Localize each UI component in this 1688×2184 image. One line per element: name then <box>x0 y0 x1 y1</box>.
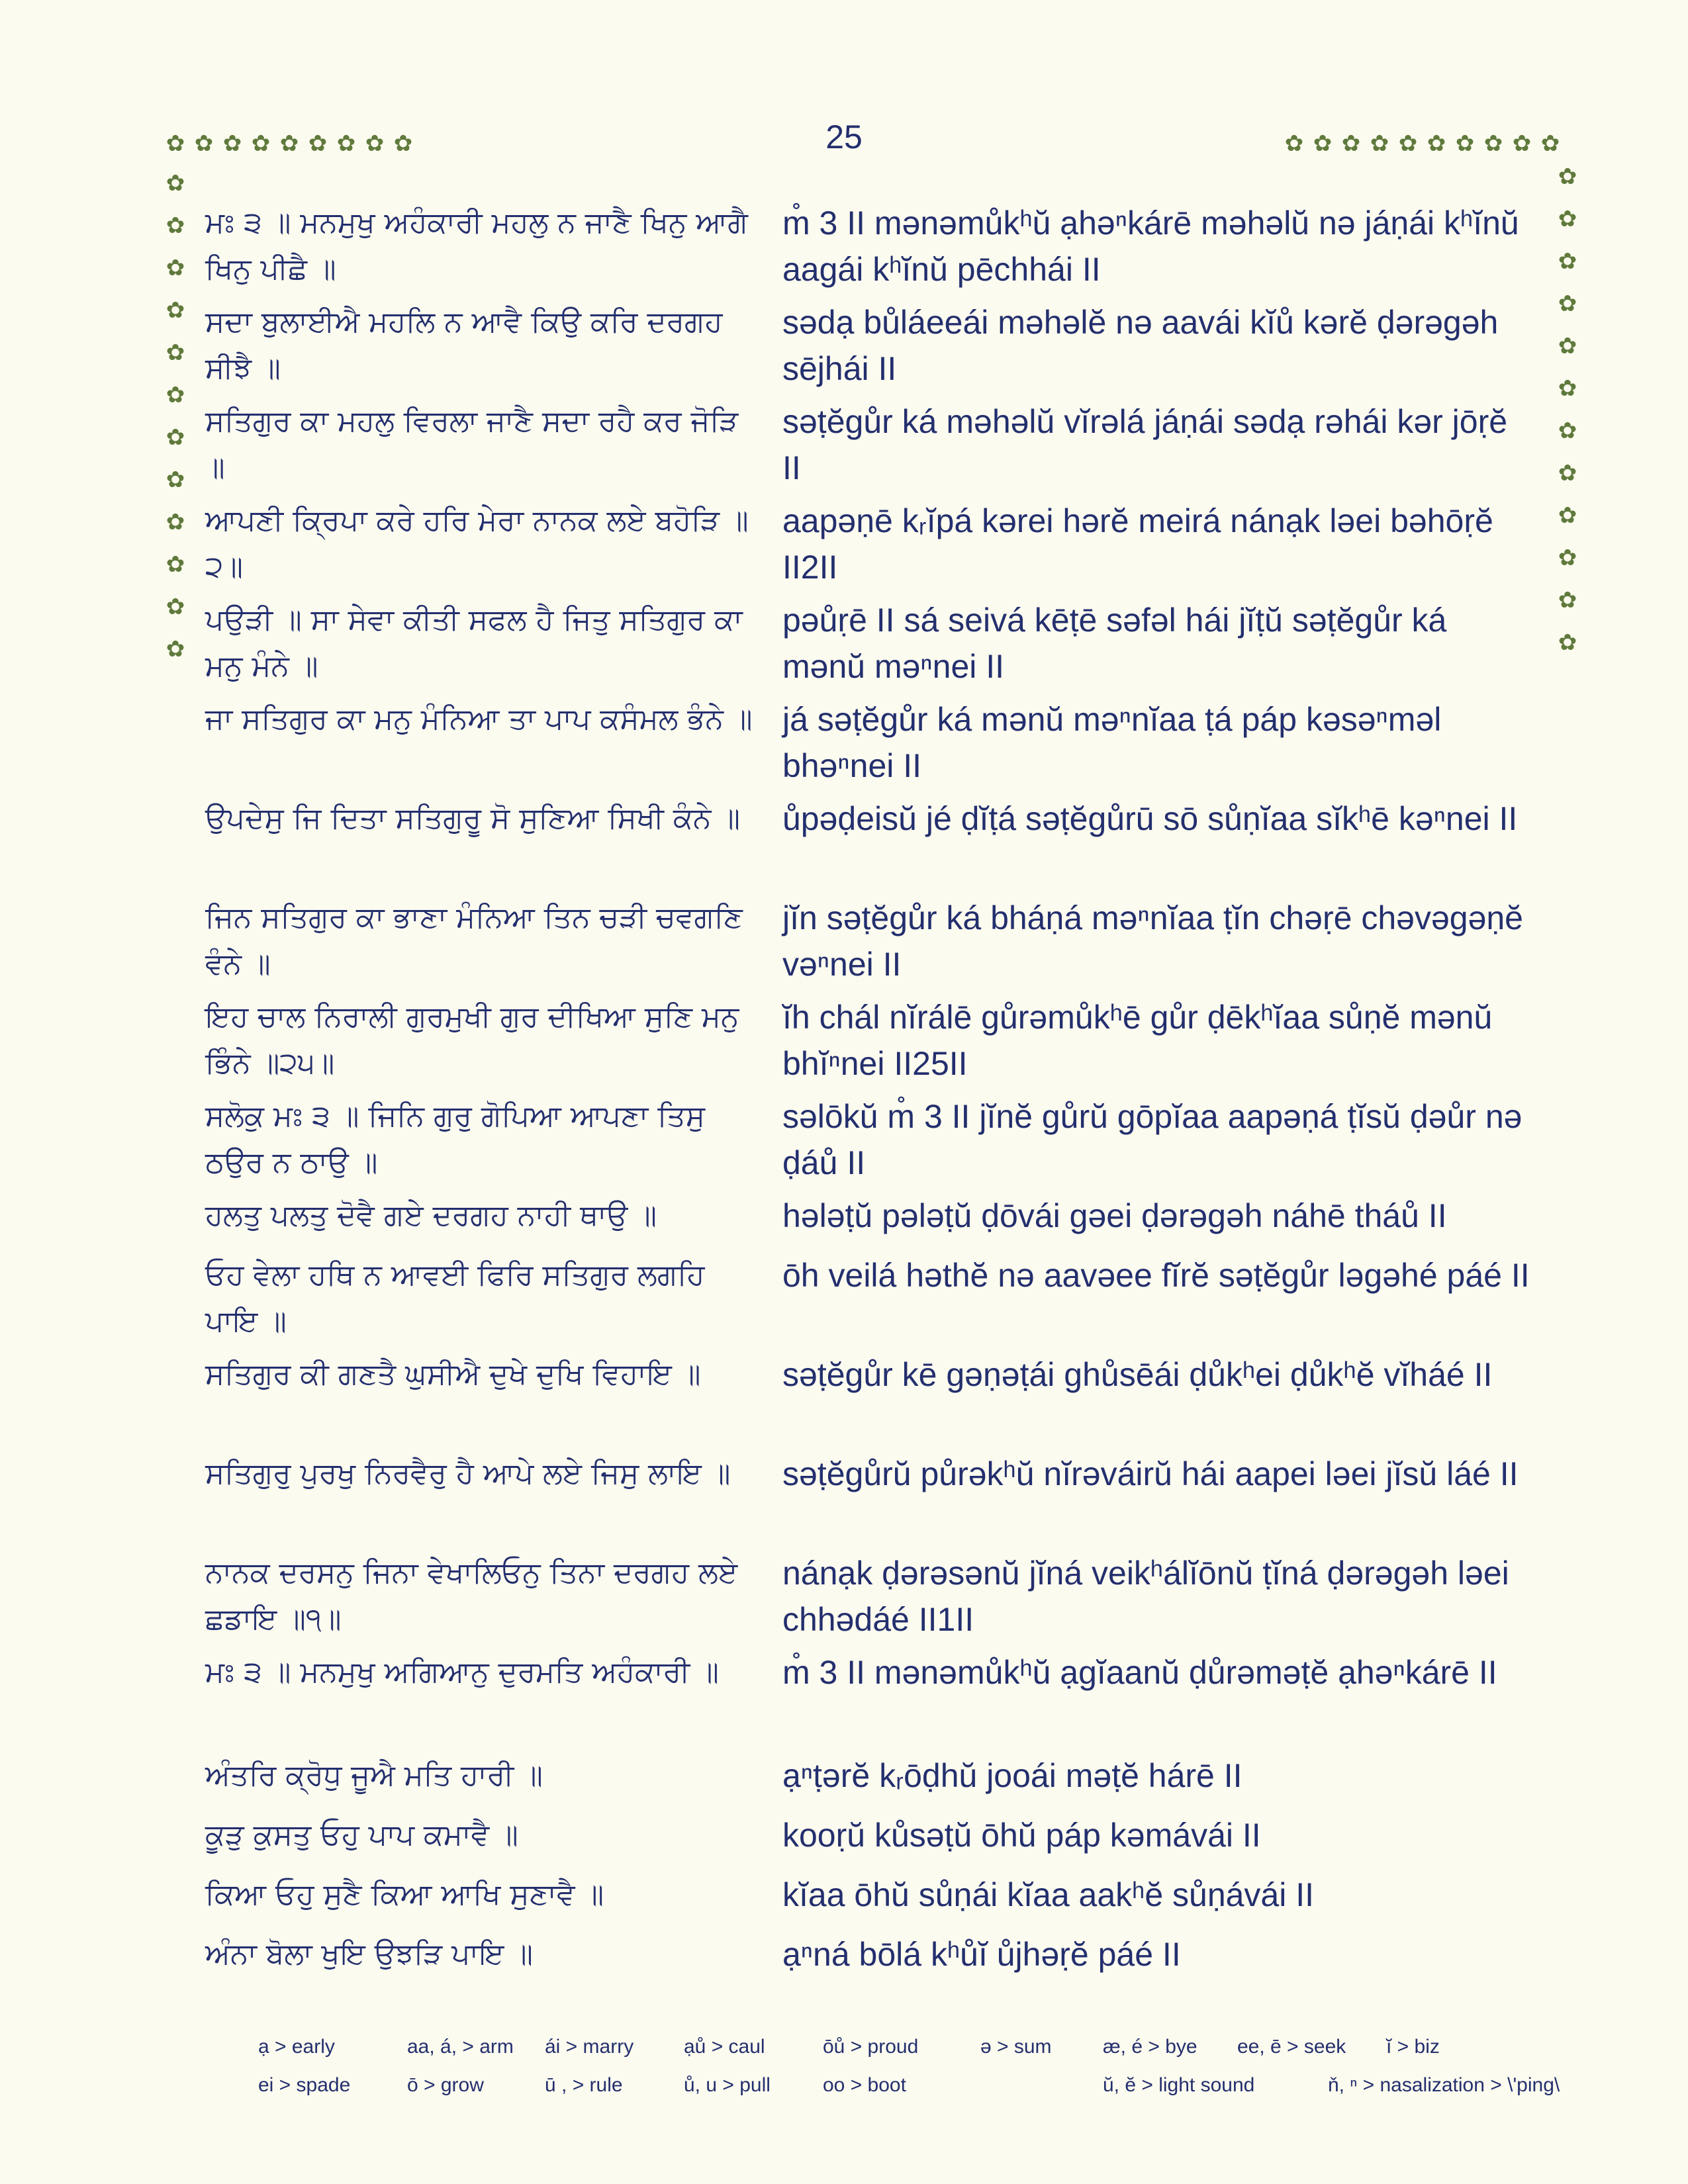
flower-ornament: ✿ <box>165 340 185 365</box>
legend-entry: ū , > rule <box>545 2074 623 2096</box>
transliteration-text: nánạk ḍərəsənŭ jĭná veikʰálĭōnŭ ṭĭná ḍərəgəh ləei chhədáé II1II <box>782 1555 1509 1638</box>
transliteration-text: ōh veilá həthĕ nə aavəee fĭrĕ səṭĕgůr ləgəhé páé II <box>782 1257 1530 1294</box>
transliteration-text: hələṭŭ pələṭŭ ḍōvái gəei ḍərəgəh náhē tháů II <box>782 1197 1447 1234</box>
pronunciation-legend-row-1 <box>258 2036 1440 2058</box>
flower-ornament: ✿ <box>1558 249 1577 274</box>
gurmukhi-text: ਜਿਨ ਸਤਿਗੁਰ ਕਾ ਭਾਣਾ ਮੰਨਿਆ ਤਿਨ ਚੜੀ ਚਵਗਣਿ ਵੰਨੇ ॥ <box>205 901 743 981</box>
transliteration-text: jĭn səṭĕgůr ká bháṇá məⁿnĭaa ṭĭn chəṛē chəvəgəṇĕ vəⁿnei II <box>782 899 1523 983</box>
left-ornament-column <box>162 172 189 680</box>
gurmukhi-text: ਹਲਤੁ ਪਲਤੁ ਦੋਵੈ ਗਏ ਦਰਗਹ ਨਾਹੀ ਥਾਉ ॥ <box>205 1199 657 1232</box>
flower-ornament: ✿ <box>251 131 271 156</box>
legend-entry: ŭ, ĕ > light sound <box>1103 2074 1255 2096</box>
transliteration-text: ạⁿná bōlá kʰůĭ ůjhəṛĕ páé II <box>782 1936 1181 1973</box>
flower-ornament: ✿ <box>165 552 185 577</box>
flower-ornament: ✿ <box>1558 418 1577 443</box>
transliteration-text: ĭh chál nĭrálē gůrəmůkʰē gůr ḍēkʰĭaa sůṇĕ mənŭ bhĭⁿnei II25II <box>782 999 1493 1082</box>
transliteration-text: pəůṛē II sá seivá kēṭē səfəl hái jĭṭŭ səṭĕgůr ká mənŭ məⁿnei II <box>782 602 1447 685</box>
flower-ornament: ✿ <box>1558 503 1577 528</box>
legend-entry: ů, u > pull <box>684 2074 771 2096</box>
gurmukhi-text: ਉਪਦੇਸੁ ਜਿ ਦਿਤਾ ਸਤਿਗੁਰੂ ਸੋ ਸੁਣਿਆ ਸਿਖੀ ਕੰਨੇ ॥ <box>205 801 741 835</box>
flower-ornament: ✿ <box>165 467 185 492</box>
gurmukhi-text: ਸਤਿਗੁਰ ਕੀ ਗਣਤੈ ਘੁਸੀਐ ਦੁਖੇ ਦੁਖਿ ਵਿਹਾਇ ॥ <box>205 1357 701 1391</box>
flower-ornament: ✿ <box>1540 131 1560 156</box>
gurmukhi-text: ਮਃ ੩ ॥ ਮਨਮੁਖੁ ਅਹੰਕਾਰੀ ਮਹਲੁ ਨ ਜਾਣੈ ਖਿਨੁ ਆਗੈ ਖਿਨੁ ਪੀਛੈ ॥ <box>205 206 748 286</box>
page-number: 25 <box>825 118 863 156</box>
flower-ornament: ✿ <box>165 131 185 156</box>
gurmukhi-text: ਜਾ ਸਤਿਗੁਰ ਕਾ ਮਨੁ ਮੰਨਿਆ ਤਾ ਪਾਪ ਕਸੰਮਲ ਭੰਨੇ ॥ <box>205 702 753 736</box>
gurmukhi-text: ਅੰਨਾ ਬੋਲਾ ਖੁਇ ਉਝੜਿ ਪਾਇ ॥ <box>205 1937 534 1971</box>
flower-ornament: ✿ <box>336 131 356 156</box>
flower-ornament: ✿ <box>165 594 185 619</box>
transliteration-text: aapəṇē kᵣĭpá kərei hərĕ meirá nánạk ləei bəhōṛĕ II2II <box>782 502 1493 586</box>
flower-ornament: ✿ <box>165 383 185 408</box>
flower-ornament: ✿ <box>1455 131 1475 156</box>
legend-entry: ee, ē > seek <box>1237 2036 1346 2058</box>
flower-ornament: ✿ <box>165 510 185 535</box>
transliteration-text: səṭĕgůr kē gəṇəṭái ghůsēái ḍůkʰei ḍůkʰĕ vĭháé II <box>782 1356 1493 1393</box>
transliteration-text: sədạ bůláeeái məhəlĕ nə aavái kĭů kərĕ ḍərəgəh sējhái II <box>782 304 1499 387</box>
flower-ornament: ✿ <box>165 637 185 662</box>
pronunciation-legend-row-2 <box>258 2074 1560 2097</box>
gurmukhi-text: ਆਪਣੀ ਕ੍ਰਿਪਾ ਕਰੇ ਹਰਿ ਮੇਰਾ ਨਾਨਕ ਲਏ ਬਹੋੜਿ ॥੨॥ <box>205 504 749 584</box>
flower-ornament: ✿ <box>1558 588 1577 613</box>
legend-entry: ĭ > biz <box>1386 2036 1440 2058</box>
gurmukhi-text: ਸਲੋਕੁ ਮਃ ੩ ॥ ਜਿਨਿ ਗੁਰੁ ਗੋਪਿਆ ਆਪਣਾ ਤਿਸੁ ਠਉਰ ਨ ਠਾਉ ॥ <box>205 1099 705 1179</box>
gurmukhi-text: ਇਹ ਚਾਲ ਨਿਰਾਲੀ ਗੁਰਮੁਖੀ ਗੁਰ ਦੀਖਿਆ ਸੁਣਿ ਮਨੁ ਭਿੰਨੇ ॥੨੫॥ <box>205 1000 739 1080</box>
transliteration-text: səṭĕgůr ká məhəlŭ vĭrəlá jáṇái sədạ rəhái kər jōṛĕ II <box>782 403 1508 486</box>
flower-ornament: ✿ <box>1558 545 1577 570</box>
gurmukhi-text: ਸਤਿਗੁਰੁ ਪੁਰਖੁ ਨਿਰਵੈਰੁ ਹੈ ਆਪੇ ਲਏ ਜਿਸੁ ਲਾਇ ॥ <box>205 1457 731 1490</box>
legend-entry: æ, é > bye <box>1103 2036 1197 2058</box>
flower-ornament: ✿ <box>1558 376 1577 401</box>
gurmukhi-text: ਕੂੜੁ ਕੁਸਤੁ ਓਹੁ ਪਾਪ ਕਮਾਵੈ ॥ <box>205 1818 518 1852</box>
flower-ornament: ✿ <box>1483 131 1503 156</box>
legend-entry: ň, ⁿ > nasalization > \'ping\ <box>1328 2074 1560 2096</box>
flower-ornament: ✿ <box>1313 131 1333 156</box>
flower-ornament: ✿ <box>222 131 242 156</box>
transliteration-text: m̊ 3 II mənəmůkʰŭ ạhəⁿkárē məhəlŭ nə jáṇái kʰĭnŭ aagái kʰĭnŭ pēchhái II <box>782 205 1519 288</box>
transliteration-text: m̊ 3 II mənəmůkʰŭ ạgĭaanŭ ḍůrəməṭĕ ạhəⁿkárē II <box>782 1654 1497 1691</box>
transliteration-text: kĭaa ōhŭ sůṇái kĭaa aakʰĕ sůṇávái II <box>782 1876 1315 1913</box>
legend-entry: ạ > early <box>258 2036 335 2058</box>
flower-ornament: ✿ <box>1427 131 1446 156</box>
flower-ornament: ✿ <box>194 131 214 156</box>
flower-ornament: ✿ <box>365 131 385 156</box>
transliteration-text: ůpəḍeisŭ jé ḍĭṭá səṭĕgůrū sō sůṇĭaa sĭkʰē kəⁿnei II <box>782 800 1518 837</box>
flower-ornament: ✿ <box>1512 131 1532 156</box>
gurmukhi-text: ਕਿਆ ਓਹੁ ਸੁਣੈ ਕਿਆ ਆਖਿ ਸੁਣਾਵੈ ॥ <box>205 1878 604 1911</box>
flower-ornament: ✿ <box>1558 630 1577 655</box>
flower-ornament: ✿ <box>1284 131 1304 156</box>
legend-entry: ei > spade <box>258 2074 351 2096</box>
flower-ornament: ✿ <box>1398 131 1418 156</box>
flower-ornament: ✿ <box>165 298 185 323</box>
transliteration-text: ạⁿṭərĕ kᵣōḍhŭ jooái məṭĕ hárē II <box>782 1757 1243 1794</box>
gurmukhi-text: ਓਹ ਵੇਲਾ ਹਥਿ ਨ ਆਵਈ ਫਿਰਿ ਸਤਿਗੁਰ ਲਗਹਿ ਪਾਇ ॥ <box>205 1258 705 1338</box>
flower-ornament: ✿ <box>279 131 299 156</box>
flower-ornament: ✿ <box>1558 334 1577 359</box>
top-right-ornament-row <box>1281 132 1566 155</box>
legend-entry: oo > boot <box>823 2074 906 2096</box>
legend-entry: ái > marry <box>545 2036 634 2058</box>
flower-ornament: ✿ <box>1370 131 1389 156</box>
flower-ornament: ✿ <box>165 213 185 238</box>
transliteration-text: já səṭĕgůr ká mənŭ məⁿnĭaa ṭá páp kəsəⁿməl bhəⁿnei II <box>782 701 1442 784</box>
legend-entry: aa, á, > arm <box>407 2036 514 2058</box>
gurmukhi-text: ਪਉੜੀ ॥ ਸਾ ਸੇਵਾ ਕੀਤੀ ਸਫਲ ਹੈ ਜਿਤੁ ਸਤਿਗੁਰ ਕਾ ਮਨੁ ਮੰਨੇ ॥ <box>205 603 743 683</box>
flower-ornament: ✿ <box>308 131 328 156</box>
gurmukhi-text: ਅੰਤਰਿ ਕ੍ਰੋਧੁ ਜੂਐ ਮਤਿ ਹਾਰੀ ॥ <box>205 1758 543 1792</box>
gurmukhi-text: ਮਃ ੩ ॥ ਮਨਮੁਖੁ ਅਗਿਆਨੁ ਦੁਰਮਤਿ ਅਹੰਕਾਰੀ ॥ <box>205 1655 719 1689</box>
flower-ornament: ✿ <box>1558 164 1577 189</box>
gurmukhi-text: ਨਾਨਕ ਦਰਸਨੁ ਜਿਨਾ ਵੇਖਾਲਿਓਨੁ ਤਿਨਾ ਦਰਗਹ ਲਏ ਛਡਾਇ ॥੧॥ <box>205 1556 738 1636</box>
flower-ornament: ✿ <box>1558 461 1577 486</box>
flower-ornament: ✿ <box>1341 131 1361 156</box>
legend-entry: ə > sum <box>980 2036 1052 2058</box>
flower-ornament: ✿ <box>165 171 185 196</box>
transliteration-text: səṭĕgůrŭ půrəkʰŭ nĭrəváirŭ hái aapei ləei jĭsŭ láé II <box>782 1455 1519 1492</box>
transliteration-text: kooṛŭ kůsəṭŭ ōhŭ páp kəmávái II <box>782 1817 1261 1854</box>
gurmukhi-text: ਸਦਾ ਬੁਲਾਈਐ ਮਹਲਿ ਨ ਆਵੈ ਕਿਉ ਕਰਿ ਦਰਗਹ ਸੀਝੈ ॥ <box>205 305 723 385</box>
legend-entry: ōů > proud <box>823 2036 919 2058</box>
top-left-ornament-row <box>162 132 418 155</box>
flower-ornament: ✿ <box>165 255 185 281</box>
flower-ornament: ✿ <box>1558 206 1577 232</box>
gurmukhi-text: ਸਤਿਗੁਰ ਕਾ ਮਹਲੁ ਵਿਰਲਾ ਜਾਣੈ ਸਦਾ ਰਹੈ ਕਰ ਜੋੜਿ ॥ <box>205 404 739 484</box>
flower-ornament: ✿ <box>393 131 413 156</box>
legend-entry: ạů > caul <box>684 2036 765 2058</box>
right-ornament-column <box>1554 165 1581 674</box>
transliteration-text: səlōkŭ m̊ 3 II jĭnĕ gůrŭ gōpĭaa aapəṇá ṭĭsŭ ḍəůr nə ḍáů II <box>782 1098 1523 1181</box>
legend-entry: ō > grow <box>407 2074 484 2096</box>
flower-ornament: ✿ <box>165 425 185 450</box>
flower-ornament: ✿ <box>1558 291 1577 316</box>
